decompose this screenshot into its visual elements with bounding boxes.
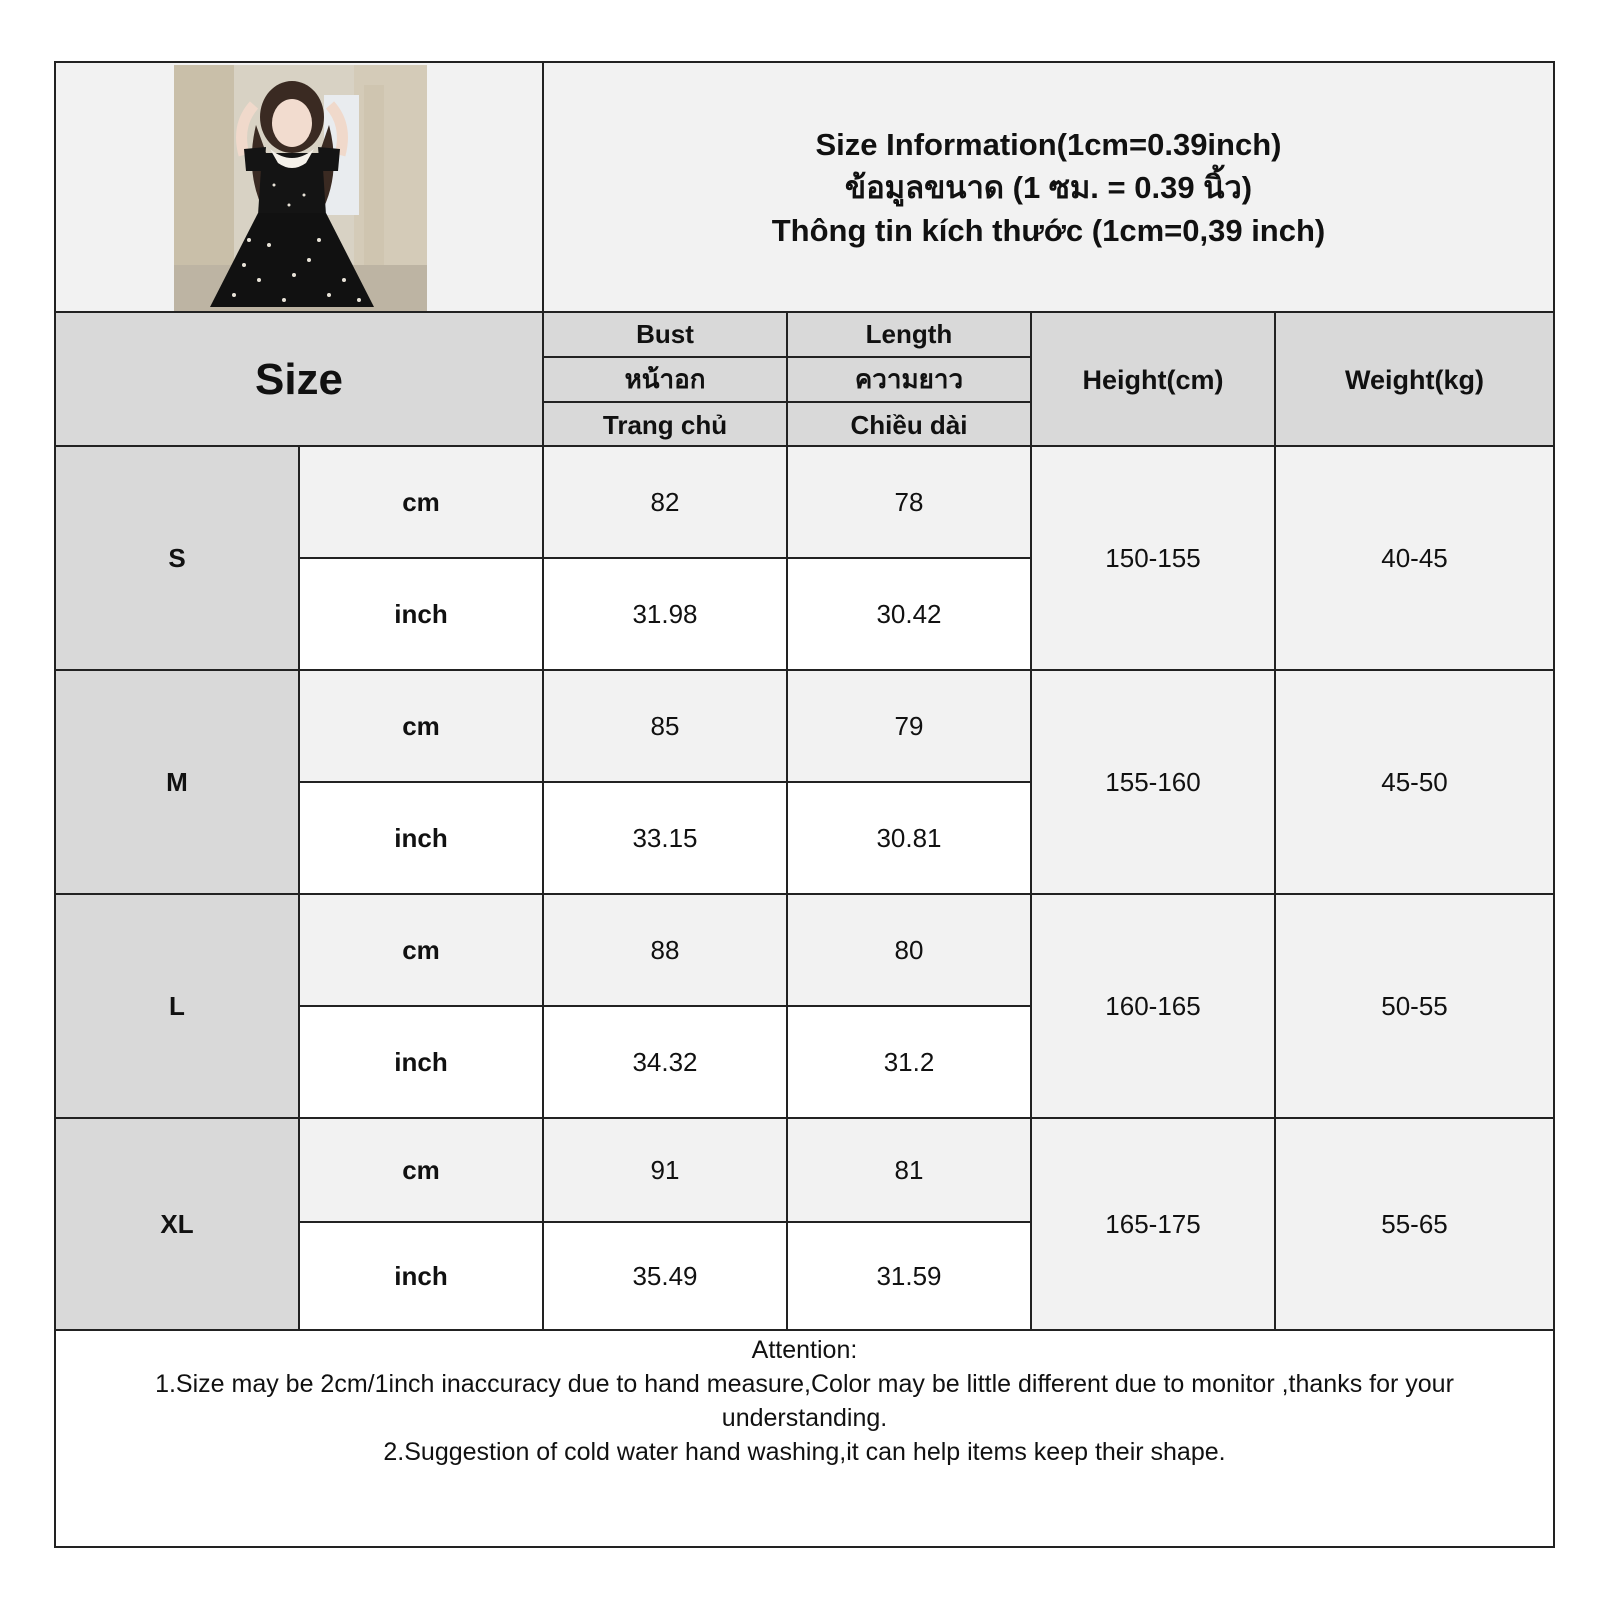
m-bust-inch: 33.15 — [544, 783, 788, 895]
l-height: 160-165 — [1032, 895, 1276, 1119]
size-chart — [54, 61, 1555, 1548]
s-weight: 40-45 — [1276, 447, 1553, 671]
s-bust-inch: 31.98 — [544, 559, 788, 671]
length-header-th: ความยาว — [788, 358, 1032, 403]
title-vietnamese: Thông tin kích thước (1cm=0,39 inch) — [771, 212, 1326, 248]
bust-header-en: Bust — [544, 313, 788, 358]
xl-length-cm: 81 — [788, 1119, 1032, 1223]
product-photo — [174, 65, 427, 311]
m-height: 155-160 — [1032, 671, 1276, 895]
title-thai: ข้อมูลขนาด (1 ซม. = 0.39 นิ้ว) — [844, 169, 1253, 205]
length-header-en: Length — [788, 313, 1032, 358]
unit-inch: inch — [300, 559, 544, 671]
size-column-header: Size — [56, 313, 544, 447]
unit-inch: inch — [300, 783, 544, 895]
xl-weight: 55-65 — [1276, 1119, 1553, 1331]
length-header-vi: Chiều dài — [788, 403, 1032, 447]
attention-notes — [56, 1331, 1553, 1546]
s-bust-cm: 82 — [544, 447, 788, 559]
size-s-label: S — [56, 447, 300, 671]
l-length-inch: 31.2 — [788, 1007, 1032, 1119]
size-l-label: L — [56, 895, 300, 1119]
s-length-inch: 30.42 — [788, 559, 1032, 671]
unit-inch: inch — [300, 1223, 544, 1331]
xl-bust-inch: 35.49 — [544, 1223, 788, 1331]
m-weight: 45-50 — [1276, 671, 1553, 895]
unit-inch: inch — [300, 1007, 544, 1119]
m-length-inch: 30.81 — [788, 783, 1032, 895]
attention-heading: Attention: — [751, 1336, 858, 1364]
m-length-cm: 79 — [788, 671, 1032, 783]
xl-bust-cm: 91 — [544, 1119, 788, 1223]
l-bust-inch: 34.32 — [544, 1007, 788, 1119]
m-bust-cm: 85 — [544, 671, 788, 783]
size-xl-label: XL — [56, 1119, 300, 1331]
l-weight: 50-55 — [1276, 895, 1553, 1119]
xl-length-inch: 31.59 — [788, 1223, 1032, 1331]
product-photo-cell — [56, 63, 544, 313]
weight-header: Weight(kg) — [1276, 313, 1553, 447]
bust-header-vi: Trang chủ — [544, 403, 788, 447]
unit-cm: cm — [300, 671, 544, 783]
note-line-1-cont: understanding. — [721, 1404, 888, 1432]
note-line-1: 1.Size may be 2cm/1inch inaccuracy due to hand measure,Color may be little different due to monitor ,thanks for your — [155, 1370, 1454, 1398]
unit-cm: cm — [300, 1119, 544, 1223]
l-bust-cm: 88 — [544, 895, 788, 1007]
size-m-label: M — [56, 671, 300, 895]
bust-header-th: หน้าอก — [544, 358, 788, 403]
s-length-cm: 78 — [788, 447, 1032, 559]
s-height: 150-155 — [1032, 447, 1276, 671]
xl-height: 165-175 — [1032, 1119, 1276, 1331]
l-length-cm: 80 — [788, 895, 1032, 1007]
height-header: Height(cm) — [1032, 313, 1276, 447]
unit-cm: cm — [300, 447, 544, 559]
title-english: Size Information(1cm=0.39inch) — [815, 126, 1282, 162]
unit-cm: cm — [300, 895, 544, 1007]
size-info-title — [544, 63, 1553, 313]
note-line-2: 2.Suggestion of cold water hand washing,it can help items keep their shape. — [383, 1438, 1226, 1466]
